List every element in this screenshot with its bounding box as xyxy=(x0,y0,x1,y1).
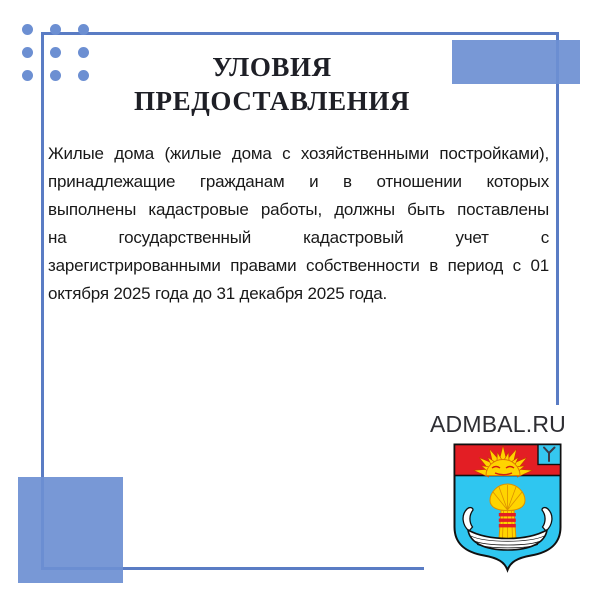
body-line: Жилые дома (жилые дома с хозяйственными постройками), xyxy=(48,144,549,163)
body-paragraph xyxy=(48,140,549,308)
body-line: октября 2025 года до 31 декабря 2025 года. xyxy=(48,284,387,303)
page-title-line1: УЛОВИЯ xyxy=(212,52,332,82)
dot-icon xyxy=(22,24,33,35)
decor-square-bottom-left xyxy=(18,477,123,583)
body-line: выполнены кадастровые работы, должны быть поставлены xyxy=(48,200,549,219)
page-title xyxy=(30,50,514,118)
sheaf-red-bands-icon xyxy=(499,513,516,527)
dot-icon xyxy=(78,24,89,35)
dot-icon xyxy=(50,24,61,35)
site-url-label: ADMBAL.RU xyxy=(430,411,566,437)
footer-brand-block xyxy=(424,405,600,600)
body-line: зарегистрированными правами собственности в период с 01 xyxy=(48,256,549,275)
body-line: на государственный кадастровый учет с xyxy=(48,228,549,247)
page-title-line2: ПРЕДОСТАВЛЕНИЯ xyxy=(133,86,411,116)
balakovo-coat-of-arms-icon xyxy=(451,442,564,573)
body-line: принадлежащие гражданам и в отношении которых xyxy=(48,172,549,191)
